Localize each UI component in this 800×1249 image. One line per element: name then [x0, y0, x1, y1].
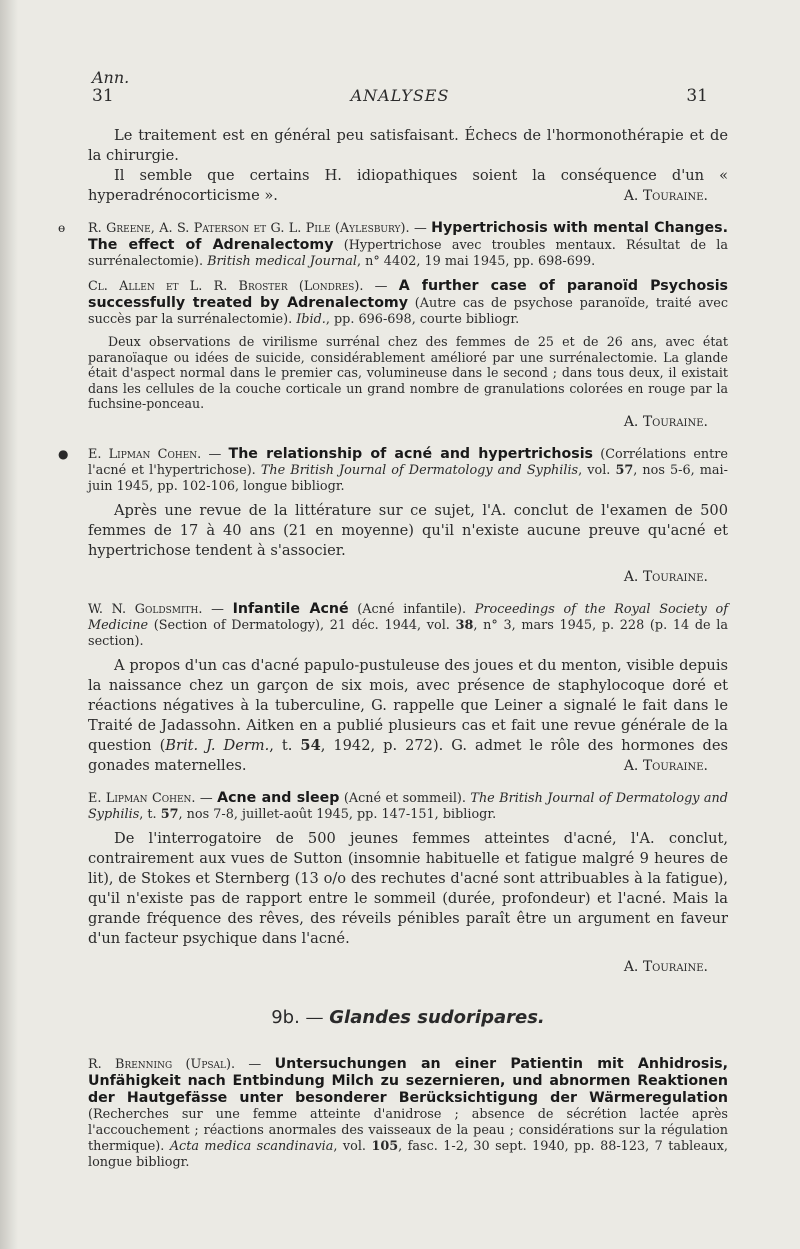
section-heading — [88, 1007, 728, 1028]
reference-title: Untersuchungen an einer Patientin mit Anhidrosis, Unfähigkeit nach Entbindung Milch zu sezernieren, und abnormen Reaktionen der Hautgefässe unter besonderer Berücksichtigung der Wärmeregulation — [88, 1055, 728, 1106]
reference-authors: R. Greene, A. S. Paterson et G. L. Pile (Aylesbury). — — [88, 221, 432, 236]
reference-volume: 57 — [615, 462, 634, 478]
reference-entry-5 — [88, 790, 728, 823]
reference-journal: Acta medica scandinavia — [169, 1138, 334, 1154]
reference-details: , n° 4402, 19 mai 1945, pp. 698-699. — [356, 254, 596, 269]
running-title: ANALYSES — [350, 86, 450, 105]
abstract-volume: 54 — [300, 736, 321, 754]
reference-translation: (Acné et sommeil). — [339, 790, 471, 806]
margin-mark: ɵ — [58, 221, 66, 235]
page-content — [58, 126, 729, 1171]
reference-entry-6 — [88, 1056, 728, 1171]
reference-entry-2 — [88, 278, 728, 328]
reference-authors: E. Lipman Cohen. — — [88, 446, 229, 462]
reference-vol-label: , t. — [139, 806, 161, 822]
page-number-left: 31 — [92, 86, 114, 106]
reference-volume: 38 — [455, 617, 474, 633]
reference-journal: The British Journal of Dermatology and Syphilis — [260, 462, 579, 478]
reference-translation: (Hypertrichose avec troubles mentaux. Résultat de la surrénalectomie). — [88, 238, 728, 269]
reference-translation: (Autre cas de psychose paranoïde, traité avec succès par la surrénalectomie). — [88, 296, 728, 327]
reference-title: A further case of paranoïd Psychosis successfully treated by Adrenalectomy — [88, 278, 729, 311]
reference-details: , pp. 696-698, courte bibliogr. — [325, 312, 520, 327]
intro-paragraph-1: Le traitement est en général peu satisfaisant. Échecs de l'hormonothérapie et de la chirurgie. — [88, 127, 728, 164]
intro-paragraph-2: Il semble que certains H. idiopathiques soient la conséquence d'un « hyperadrénocorticisme ». — [88, 167, 728, 204]
reference-authors: R. Brenning (Upsal). — — [88, 1056, 275, 1072]
reference-translation: (Acné infantile). — [348, 601, 475, 617]
reference-details: , fasc. 1-2, 30 sept. 1940, pp. 88-123, 7 tableaux, longue bibliogr. — [88, 1138, 728, 1170]
signature: A. Touraine. — [623, 413, 708, 430]
reference-vol-label: , vol. — [333, 1138, 372, 1154]
reference-volume: 105 — [371, 1138, 399, 1154]
reference-title: Acne and sleep — [217, 789, 340, 806]
reference-title: The relationship of acné and hypertrichosis — [228, 445, 593, 462]
reference-volume: 57 — [160, 806, 179, 822]
reference-details: , n° 3, mars 1945, p. 228 (p. 14 de la section). — [88, 617, 728, 649]
abstract-journal: Brit. J. Derm. — [165, 736, 270, 754]
page-number-right: 31 — [686, 86, 708, 106]
reference-authors: Cl. Allen et L. R. Broster (Londres). — — [88, 279, 399, 294]
header-ann: Ann. — [92, 68, 130, 87]
section-number: 9b. — [271, 1006, 300, 1028]
reference-details: , nos 5-6, mai-juin 1945, pp. 102-106, longue bibliogr. — [88, 462, 728, 494]
abstract-text: A propos d'un cas d'acné papulo-pustuleuse des joues et du menton, visible depuis la naissance chez un garçon de six mois, avec présence de staphylocoque doré et réactions négatives à la tuberculine, G. rappelle que Leiner a signalé le fait dans le Traité de Jadassohn. Aitken en a publié plusieurs cas et fait une revue générale de la question ( — [88, 656, 728, 754]
signature: A. Touraine. — [623, 568, 708, 585]
page-edge-shadow — [0, 0, 18, 1249]
reference-title: Hypertrichosis with mental Changes. The effect of Adrenalectomy — [88, 220, 728, 253]
margin-mark: ● — [58, 446, 69, 461]
abstract-5: De l'interrogatoire de 500 jeunes femmes atteintes d'acné, l'A. conclut, contrairement aux vues de Sutton (insomnie habituelle et fatigue malgré 9 heures de lit), de Stokes et Sternberg (13 o/o des rechutes d'acné sont attribuables à la fatigue), qu'il n'existe pas de rapport entre le sommeil (durée, profondeur) et l'acné. Mais la grande fréquence des rêves, des réveils pénibles paraît être un argument en faveur d'un facteur psychique dans l'acné. — [88, 829, 728, 947]
abstract-text: , 1942, p. 272). G. admet le rôle des hormones des gonades maternelles. — [88, 736, 729, 774]
reference-section: (Section of Dermatology), 21 déc. 1944, vol. — [148, 617, 456, 633]
section-dash: — — [299, 1006, 330, 1028]
reference-entry-4 — [88, 601, 728, 650]
reference-details: , nos 7-8, juillet-août 1945, pp. 147-151, bibliogr. — [178, 806, 497, 822]
abstract-2: Deux observations de virilisme surrénal chez des femmes de 25 et de 26 ans, avec état paranoïaque ou idées de suicide, considérablement amélioré par une surrénalectomie. La glande était d'aspect normal dans le premier cas, volumineuse dans le second ; dans tous deux, il existait dans les cellules de la couche corticale un grand nombre de granulations colorées en rouge par la fuchsine-ponceau. — [88, 334, 728, 411]
reference-entry-1 — [58, 220, 728, 270]
reference-journal: British medical Journal — [207, 254, 357, 269]
reference-authors: E. Lipman Cohen. — — [88, 790, 218, 806]
signature: A. Touraine. — [623, 757, 708, 774]
reference-translation: (Corrélations entre l'acné et l'hypertrichose). — [88, 446, 728, 478]
abstract-3: Après une revue de la littérature sur ce sujet, l'A. conclut de l'examen de 500 femmes de 17 à 40 ans (21 en moyenne) qu'il n'existe aucune preuve qu'acné et hypertrichose tendent à s'associer. — [88, 501, 728, 559]
reference-entry-3 — [58, 445, 728, 495]
signature: A. Touraine. — [623, 958, 708, 975]
reference-journal: Ibid. — [296, 312, 326, 327]
reference-journal: Proceedings of the Royal Society of Medicine — [88, 601, 728, 633]
signature: A. Touraine. — [623, 188, 708, 204]
reference-vol-label: , vol. — [578, 462, 616, 478]
section-title: Glandes sudoripares. — [329, 1006, 545, 1028]
reference-journal: The British Journal of Dermatology and Syphilis — [88, 790, 728, 822]
abstract-text: , t. — [269, 736, 301, 754]
reference-translation: (Recherches sur une femme atteinte d'anidrose ; absence de sécrétion lactée après l'accouchement ; réactions anormales des vaisseaux de la peau ; considérations sur la régulation thermique). — [88, 1106, 728, 1154]
reference-title: Infantile Acné — [232, 600, 349, 617]
reference-authors: W. N. Goldsmith. — — [88, 601, 233, 617]
